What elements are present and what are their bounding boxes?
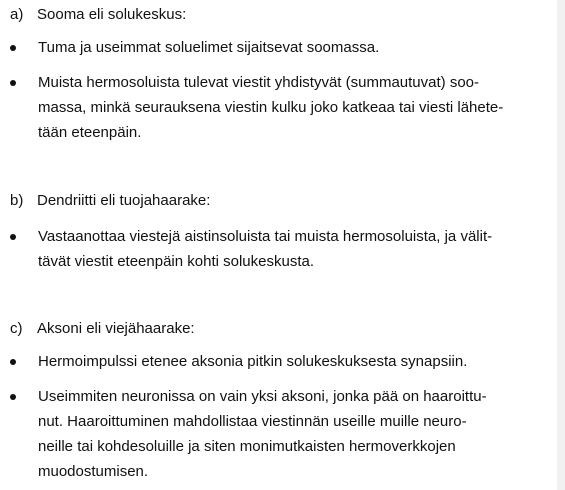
bullet-text-line: muodostumisen. <box>38 463 149 480</box>
bullet-text-line: nut. Haaroittuminen mahdollistaa viestinnän useille muille neuro- <box>38 413 467 430</box>
bullet-text-line: Hermoimpulssi etenee aksonia pitkin solukeskuksesta synapsiin. <box>38 353 468 370</box>
bullet-text-line: Muista hermosoluista tulevat viestit yhdistyvät (summautuvat) soo- <box>38 74 479 91</box>
section-heading-a <box>10 5 186 25</box>
section-title-b: Dendriitti eli tuojahaarake: <box>37 192 211 209</box>
section-label-b: b) <box>10 192 24 209</box>
section-title-a: Sooma eli solukeskus: <box>37 6 187 23</box>
bullet-text-line: neille tai kohdesoluille ja siten monimutkaisten hermoverkkojen <box>38 438 456 455</box>
section-heading-b <box>10 191 210 211</box>
section-label-c: c) <box>10 320 23 337</box>
bullet-text-line: Vastaanottaa viestejä aistinsoluista tai muista hermosoluista, ja välit- <box>38 228 493 245</box>
bullet-text-line: Useimmiten neuronissa on vain yksi aksoni, jonka pää on haaroittu- <box>38 388 487 405</box>
bullet-icon <box>10 394 16 400</box>
section-title-c: Aksoni eli viejähaarake: <box>37 320 195 337</box>
page-edge-strip <box>557 0 565 490</box>
bullet-icon <box>10 80 16 86</box>
bullet-text-line: massa, minkä seurauksena viestin kulku joko katkeaa tai viesti lähete- <box>38 99 504 116</box>
section-heading-c <box>10 319 195 339</box>
section-label-a: a) <box>10 6 24 23</box>
bullet-icon <box>10 234 16 240</box>
bullet-text-line: tään eteenpäin. <box>38 124 142 141</box>
bullet-icon <box>10 45 16 51</box>
bullet-text-line: Tuma ja useimmat soluelimet sijaitsevat soomassa. <box>38 39 380 56</box>
bullet-icon <box>10 359 16 365</box>
bullet-text-line: tävät viestit eteenpäin kohti solukeskusta. <box>38 253 314 270</box>
